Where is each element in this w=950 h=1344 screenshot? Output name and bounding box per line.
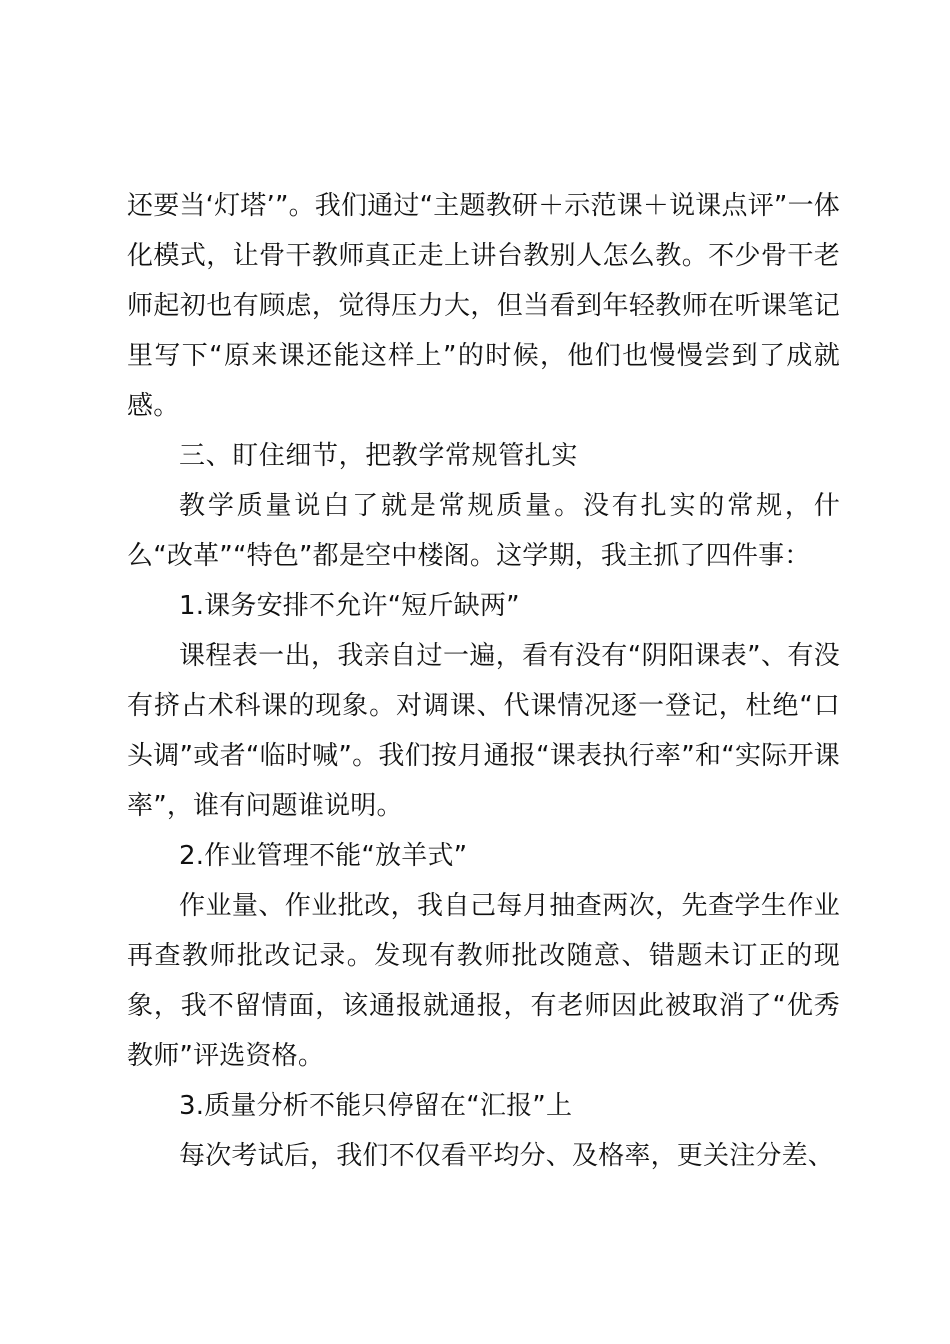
subheading-1: 1.课务安排不允许“短斤缺两” bbox=[179, 591, 520, 621]
subheading-2: 2.作业管理不能“放羊式” bbox=[179, 841, 468, 871]
subheading-3: 3.质量分析不能只停留在“汇报”上 bbox=[179, 1091, 573, 1121]
paragraph-quality-analysis: 每次考试后，我们不仅看平均分、及格率，更关注分差、 bbox=[179, 1141, 835, 1171]
paragraph-continuation: 还要当‘灯塔’”。我们通过“主题教研＋示范课＋说课点评”一体化模式，让骨干教师真正走上讲台教别人怎么教。不少骨干老师起初也有顾虑，觉得压力大，但当看到年轻教师在听课笔记里写下“原来课还能这样上”的时候，他们也慢慢尝到了成就感。 bbox=[127, 191, 840, 421]
paragraph-intro: 教学质量说白了就是常规质量。没有扎实的常规，什么“改革”“特色”都是空中楼阁。这学期，我主抓了四件事： bbox=[127, 491, 840, 571]
document-body bbox=[127, 181, 840, 1181]
paragraph-homework: 作业量、作业批改，我自己每月抽查两次，先查学生作业再查教师批改记录。发现有教师批改随意、错题未订正的现象，我不留情面，该通报就通报，有老师因此被取消了“优秀教师”评选资格。 bbox=[127, 891, 840, 1071]
paragraph-course-schedule: 课程表一出，我亲自过一遍，看有没有“阴阳课表”、有没有挤占术科课的现象。对调课、代课情况逐一登记，杜绝“口头调”或者“临时喊”。我们按月通报“课表执行率”和“实际开课率”，谁有问题谁说明。 bbox=[127, 641, 840, 821]
section-heading-3: 三、盯住细节，把教学常规管扎实 bbox=[179, 441, 579, 471]
